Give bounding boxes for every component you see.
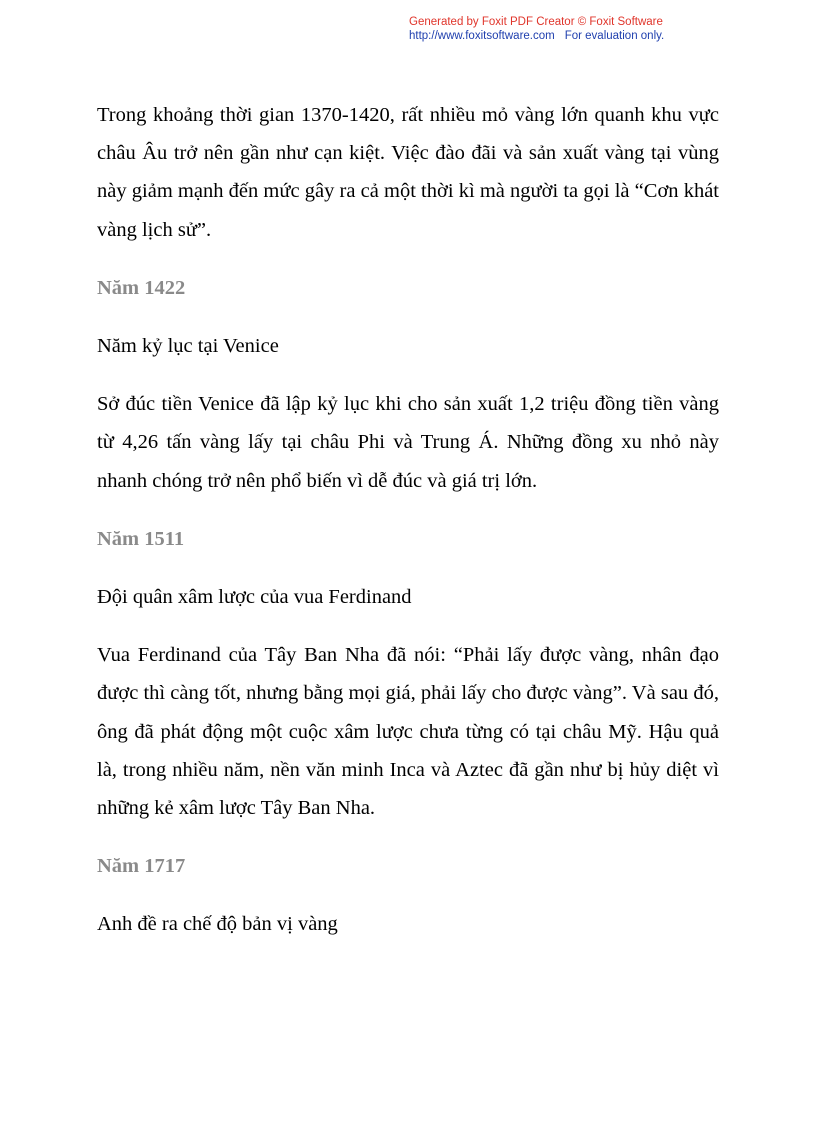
document-body [97, 96, 719, 944]
section-body-paragraph: Vua Ferdinand của Tây Ban Nha đã nói: “Phải lấy được vàng, nhân đạo được thì càng tốt, nhưng bằng mọi giá, phải lấy cho được vàng”. Và sau đó, ông đã phát động một cuộc xâm lược chưa từng có tại châu Mỹ. Hậu quả là, trong nhiều năm, nền văn minh Inca và Aztec đã gần như bị hủy diệt vì những kẻ xâm lược Tây Ban Nha. [97, 644, 719, 820]
intro-paragraph: Trong khoảng thời gian 1370-1420, rất nhiều mỏ vàng lớn quanh khu vực châu Âu trở nên gần như cạn kiệt. Việc đào đãi và sản xuất vàng tại vùng này giảm mạnh đến mức gây ra cả một thời kì mà người ta gọi là “Cơn khát vàng lịch sử”. [97, 104, 719, 241]
section-year-heading: Năm 1717 [97, 855, 186, 878]
watermark-url-line [409, 29, 709, 43]
foxit-watermark [409, 15, 709, 43]
section-body-paragraph: Sở đúc tiền Venice đã lập kỷ lục khi cho sản xuất 1,2 triệu đồng tiền vàng từ 4,26 tấn vàng lấy tại châu Phi và Trung Á. Những đồng xu nhỏ này nhanh chóng trở nên phổ biến vì dễ đúc và giá trị lớn. [97, 393, 719, 492]
section-year-heading: Năm 1511 [97, 527, 185, 550]
section-subtitle: Đội quân xâm lược của vua Ferdinand [97, 586, 412, 609]
watermark-creator-text: Generated by Foxit PDF Creator © Foxit Software [409, 16, 663, 28]
section-subtitle: Năm kỷ lục tại Venice [97, 335, 279, 358]
section-year-heading: Năm 1422 [97, 276, 186, 299]
section-subtitle: Anh đề ra chế độ bản vị vàng [97, 913, 338, 936]
watermark-url-link[interactable]: http://www.foxitsoftware.com [409, 30, 555, 42]
watermark-evaluation-note: For evaluation only. [564, 30, 665, 42]
